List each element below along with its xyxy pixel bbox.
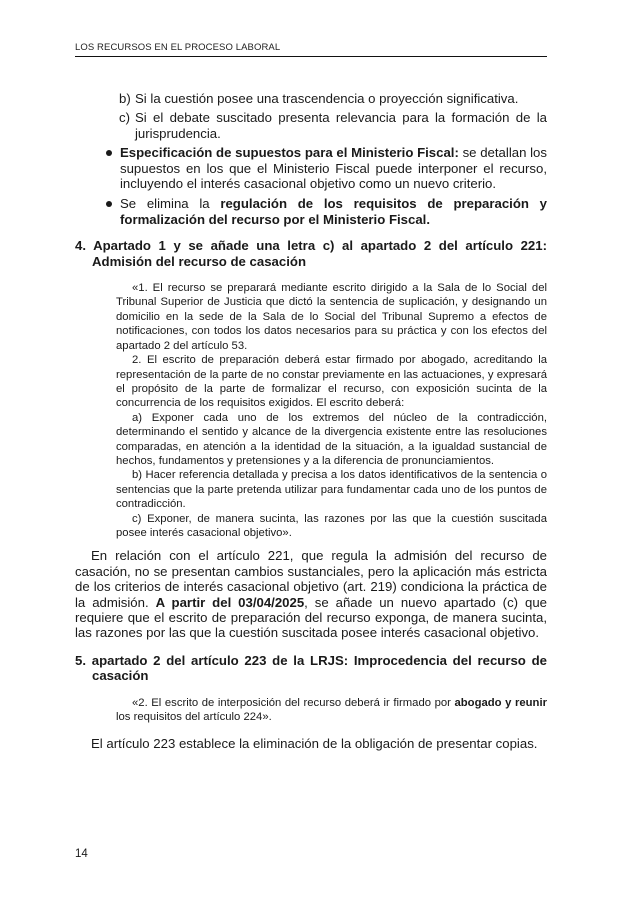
section-5-heading: 5. apartado 2 del artículo 223 de la LRJS: Improcedencia del recurso de casación [75, 652, 547, 684]
bullet-icon [106, 201, 112, 207]
page-number: 14 [75, 848, 88, 860]
section-5-commentary: El artículo 223 establece la eliminación de la obligación de presentar copias. [91, 736, 538, 752]
list-item-c [75, 110, 547, 141]
header-rule [75, 56, 547, 57]
running-head: LOS RECURSOS EN EL PROCESO LABORAL [75, 42, 281, 53]
bullet-fiscal-regulacion [75, 196, 547, 227]
commentary-date: A partir del 03/04/2025 [155, 594, 305, 610]
list-label-c: c) [119, 110, 130, 126]
quote-text-a: «2. El escrito de interposición del recurso deberá ir firmado por [132, 696, 455, 709]
quote-item-b: b) Hacer referencia detallada y precisa a los datos identificativos de la sentencia o sentencias que la parte pretenda utilizar para fundamentar cada uno de los puntos de contradicción. [116, 469, 547, 511]
quote-text-b: los requisitos del artículo 224». [116, 711, 272, 724]
list-text-c: Si el debate suscitado presenta relevancia para la formación de la jurisprudencia. [135, 110, 547, 141]
quote-item-c: c) Exponer, de manera sucinta, las razones por las que la cuestión suscitada posee interés casacional objetivo». [116, 512, 547, 539]
bullet-fiscal-supuestos [75, 145, 547, 191]
section-4-heading: 4. Apartado 1 y se añade una letra c) al apartado 2 del artículo 221: Admisión del recurso de casación [75, 238, 547, 269]
commentary-text-b: , se añade un nuevo apartado (c) que requiere que el escrito de preparación del recurso exponga, de manera sucinta, las razones por las que la cuestión suscitada posee interés casacional objetivo. [75, 594, 547, 641]
section-5-quote [116, 696, 547, 725]
bullet-text: se detallan los supuestos en los que el Ministerio Fiscal puede interponer el recurso, incluyendo el interés casacional objetivo como un nuevo criterio. [120, 145, 547, 192]
quote-item-a: a) Exponer cada uno de los extremos del núcleo de la contradicción, determinando el sentido y alcance de la divergencia existente entre las resoluciones comparadas, en atención a la identidad de la situación, a la igualdad sustancial de hechos, fundamentos y pretensiones y a la diferencia de pronunciamientos. [116, 411, 547, 467]
bullet-bold-text: regulación de los requisitos de preparación y formalización del recurso por el Ministerio Fiscal. [120, 196, 547, 227]
list-item-b [75, 91, 547, 106]
page-body [75, 91, 547, 752]
section-4-quote [116, 281, 547, 540]
list-label-b: b) [119, 91, 131, 106]
quote-paragraph-2: 2. El escrito de preparación deberá estar firmado por abogado, acreditando la representación de la parte de no constar previamente en las actuaciones, y expresará el propósito de la parte de formalizar el recurso, con exposición sucinta de la concurrencia de los requisitos exigidos. El escrito deberá: [116, 354, 547, 410]
section-4-commentary [75, 548, 547, 640]
quote-paragraph-1: «1. El recurso se preparará mediante escrito dirigido a la Sala de lo Social del Tribunal Superior de Justicia que dictó la sentencia de suplicación, y designando un domicilio en la sede de la Sala de lo Social del Tribunal Supremo a efectos de notificaciones, con todos los datos necesarios para su práctica y con los efectos del apartado 2 del artículo 53. [116, 282, 547, 352]
commentary-text-a: En relación con el artículo 221, que regula la admisión del recurso de casación, no se presentan cambios sustanciales, pero la aplicación más estricta de los criterios de interés casacional objetivo (art. 219) condiciona la práctica de la admisión. [75, 548, 547, 610]
list-text-b: Si la cuestión posee una trascendencia o proyección significativa. [135, 91, 519, 106]
bullet-bold-lead: Especificación de supuestos para el Ministerio Fiscal: [120, 145, 459, 161]
bullet-text: Se elimina la [120, 196, 221, 212]
quote-paragraph [116, 696, 547, 725]
bullet-icon [106, 150, 112, 156]
quote-bold: abogado y reunir [454, 696, 547, 709]
